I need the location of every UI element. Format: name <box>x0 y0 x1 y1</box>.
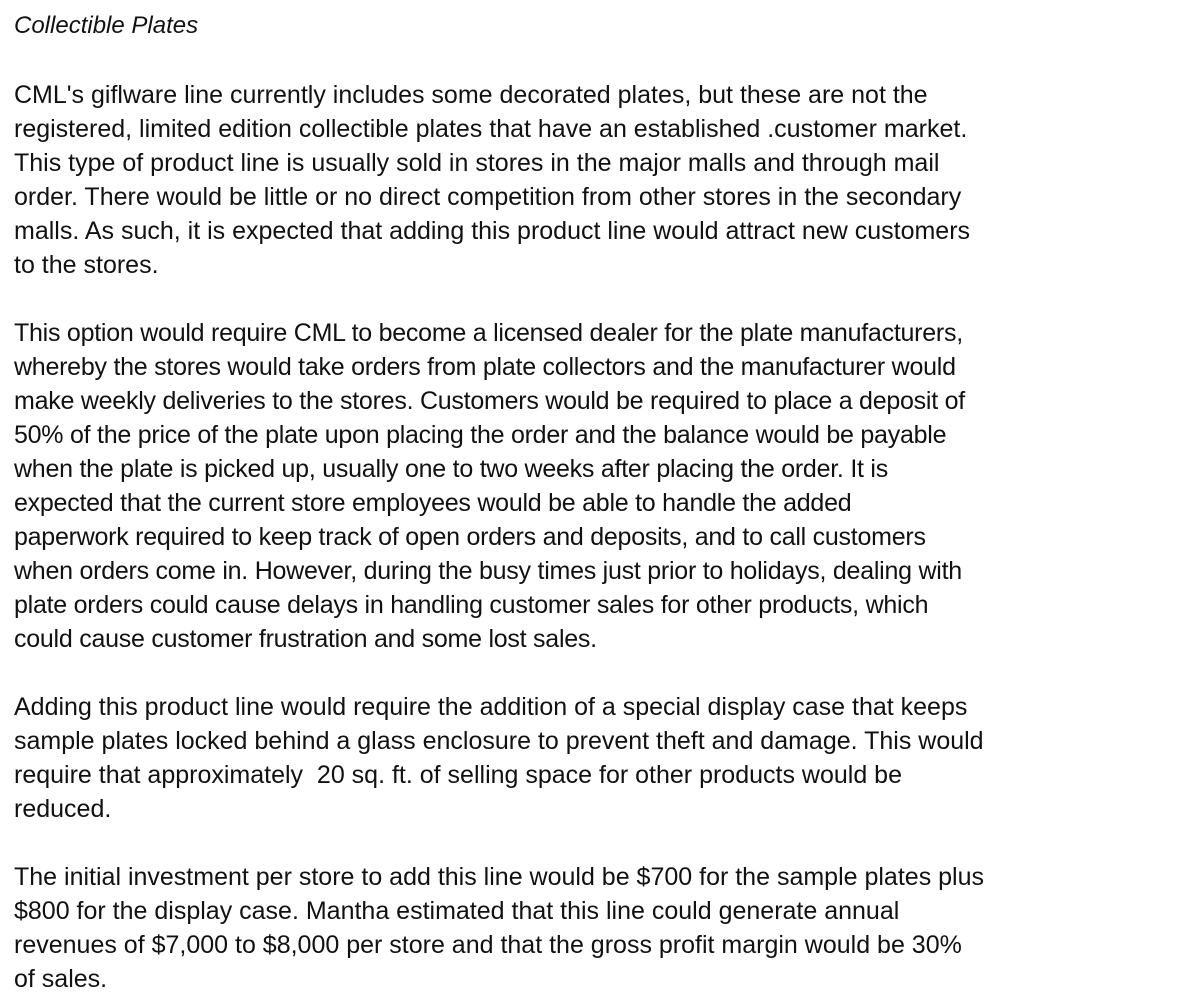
paragraph-line: plate orders could cause delays in handling customer sales for other products, which <box>14 591 929 619</box>
paragraph-line: require that approximately 20 sq. ft. of selling space for other products would be <box>14 761 902 789</box>
paragraph-line: could cause customer frustration and some lost sales. <box>14 625 597 653</box>
paragraph-line: make weekly deliveries to the stores. Customers would be required to place a deposit of <box>14 387 965 415</box>
paragraph-line: $800 for the display case. Mantha estimated that this line could generate annual <box>14 897 900 925</box>
paragraph-line: malls. As such, it is expected that adding this product line would attract new customers <box>14 217 971 245</box>
document-page <box>14 10 1178 996</box>
paragraph-line: paperwork required to keep track of open orders and deposits, and to call customers <box>14 523 926 551</box>
paragraph-line: CML's giflware line currently includes some decorated plates, but these are not the <box>14 81 928 109</box>
paragraph-line: expected that the current store employees would be able to handle the added <box>14 489 852 517</box>
paragraph-line: of sales. <box>14 965 108 993</box>
paragraph-line: 50% of the price of the plate upon placing the order and the balance would be payable <box>14 421 947 449</box>
paragraph-line: order. There would be little or no direct competition from other stores in the secondary <box>14 183 962 211</box>
paragraph-line: whereby the stores would take orders from plate collectors and the manufacturer would <box>14 353 956 381</box>
paragraph-investment <box>14 860 1178 996</box>
paragraph-line: reduced. <box>14 795 112 823</box>
paragraph-line: registered, limited edition collectible plates that have an established .customer market. <box>14 115 968 143</box>
paragraph-line: This type of product line is usually sold in stores in the major malls and through mail <box>14 149 940 177</box>
paragraph-display-case <box>14 690 1178 826</box>
paragraph-line: This option would require CML to become a licensed dealer for the plate manufacturers, <box>14 319 963 347</box>
paragraph-dealer-option <box>14 316 1178 656</box>
paragraph-line: revenues of $7,000 to $8,000 per store and that the gross profit margin would be 30% <box>14 931 962 959</box>
section-heading: Collectible Plates <box>14 12 199 39</box>
paragraph-line: The initial investment per store to add this line would be $700 for the sample plates plus <box>14 863 984 891</box>
paragraph-line: when the plate is picked up, usually one to two weeks after placing the order. It is <box>14 455 888 483</box>
paragraph-line: Adding this product line would require the addition of a special display case that keeps <box>14 693 968 721</box>
paragraph-line: when orders come in. However, during the busy times just prior to holidays, dealing with <box>14 557 962 585</box>
paragraph-introduction <box>14 78 1178 282</box>
paragraph-line: sample plates locked behind a glass enclosure to prevent theft and damage. This would <box>14 727 984 755</box>
paragraph-line: to the stores. <box>14 251 159 279</box>
